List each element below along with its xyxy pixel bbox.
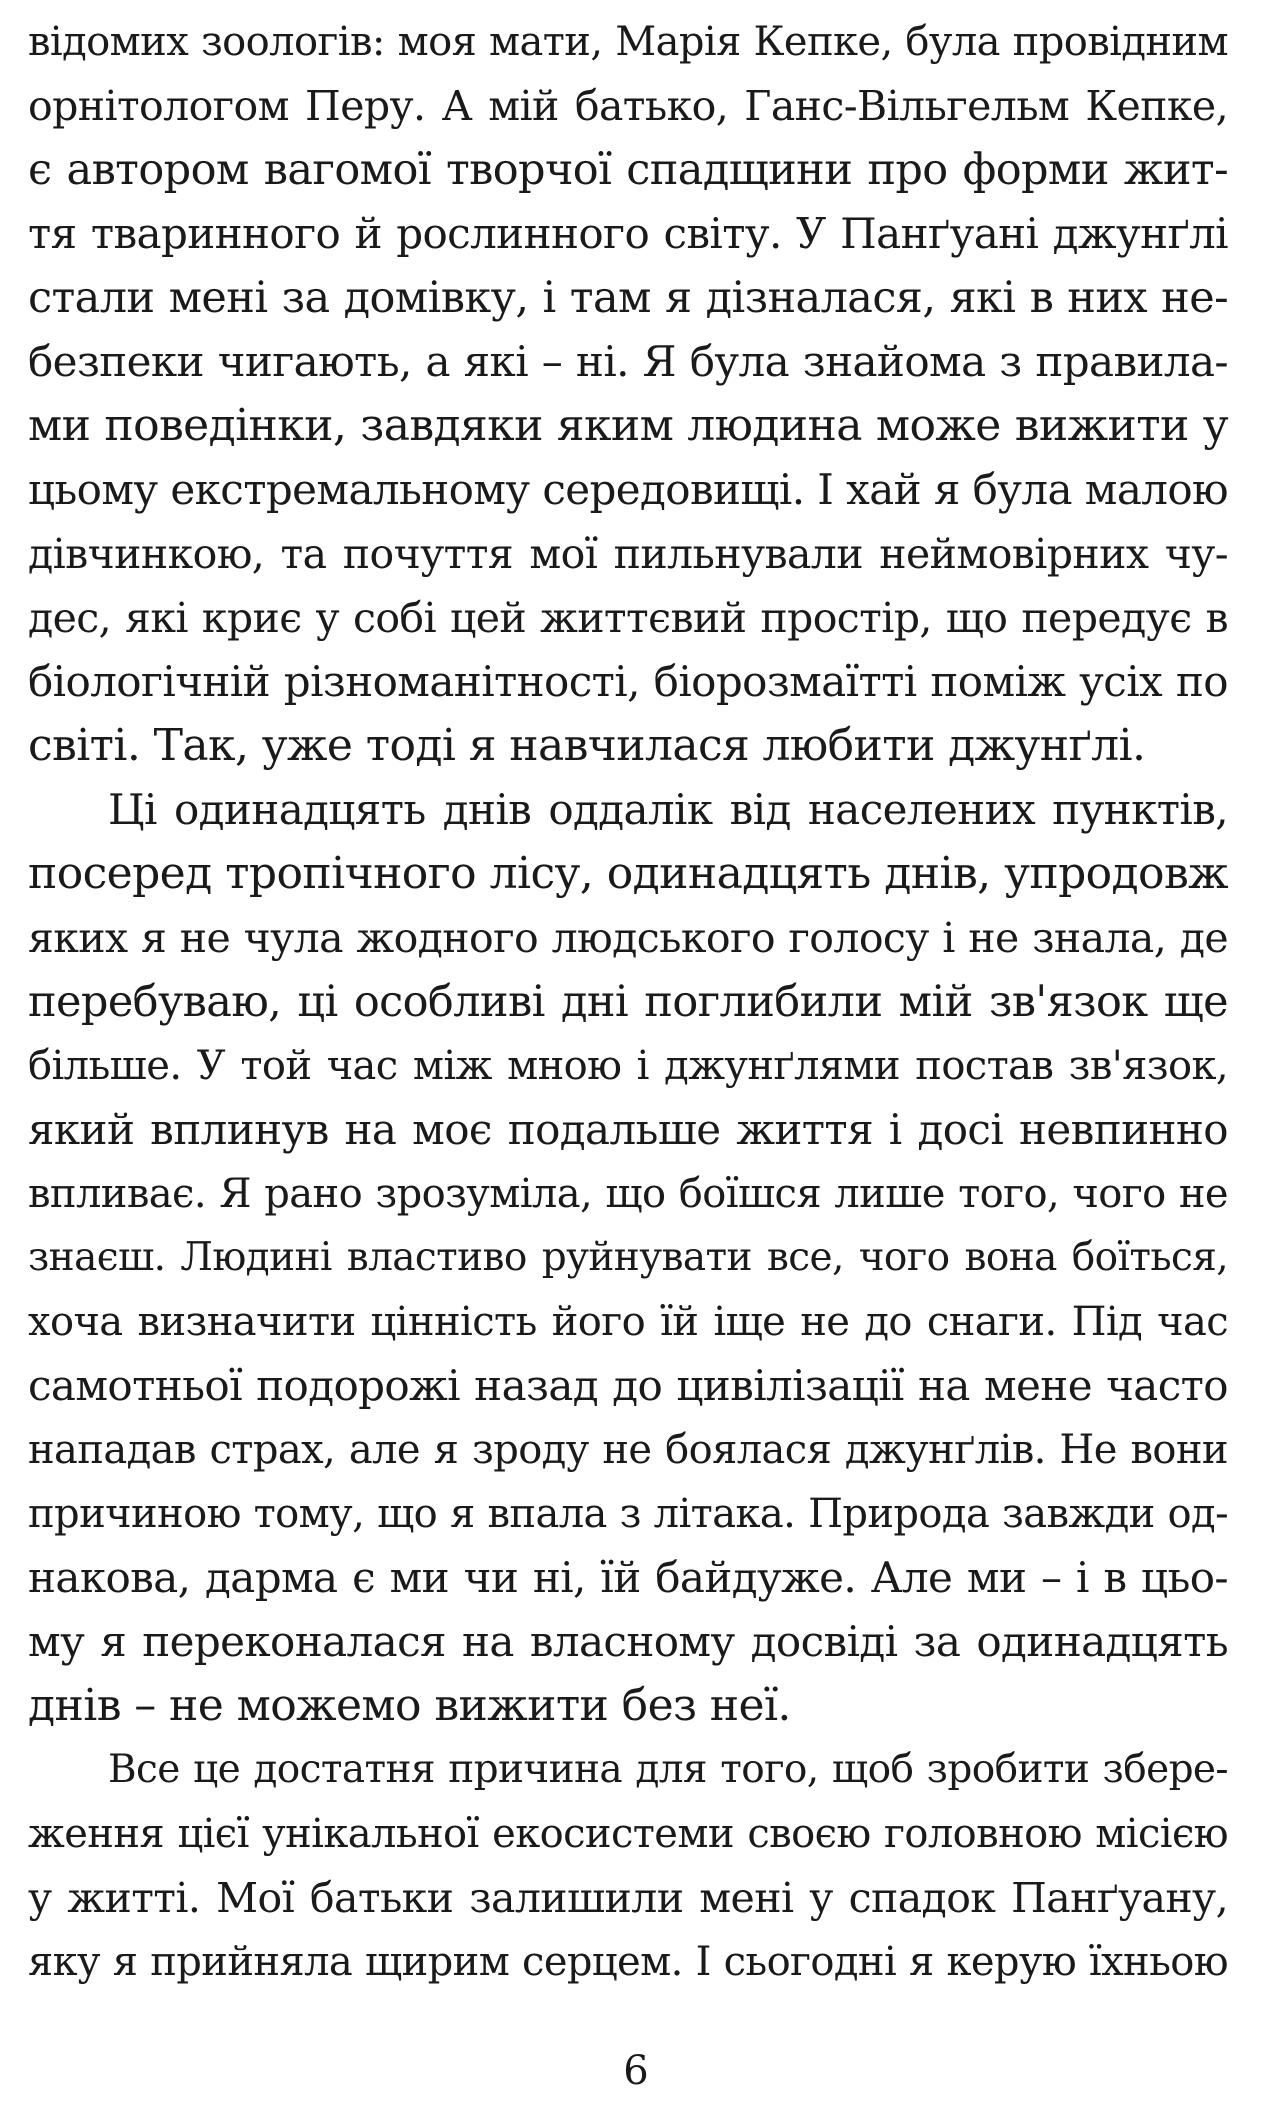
text-line: Все це достатня причина для того, щоб зробити збере- [108, 1747, 1228, 1792]
text-line: який вплинув на моє подальше життя і досі невпинно [28, 1105, 1228, 1154]
text-line: му я переконалася на власному досвіді за одинадцять [28, 1617, 1228, 1666]
text-line: хоча визначити цінність його їй іще не до снаги. Під час [28, 1299, 1228, 1345]
text-line: стали мені за домівку, і там я дізналася, які в них не- [28, 273, 1228, 323]
page-number: 6 [623, 2048, 649, 2094]
text-line: ження цієї унікальної екосистеми своєю головною місією [28, 1811, 1228, 1857]
text-line: яких я не чула жодного людського голосу і не знала, де [28, 914, 1228, 962]
body-text [28, 10, 1228, 1994]
text-line: більше. У той час між мною і джунґлями постав зв'язок, [28, 1043, 1228, 1089]
text-line: яку я прийняла щирим серцем. І сьогодні я керую їхньою [28, 1939, 1228, 1985]
text-line: накова, дарма є ми чи ні, їй байдуже. Але ми – і в цьо- [28, 1553, 1228, 1602]
text-line: Ці одинадцять днів оддалік від населених пунктів, [108, 785, 1228, 834]
text-line: дес, які криє у собі цей життєвий простір, що передує в [28, 594, 1228, 642]
text-line: нападав страх, але я зроду не боялася джунґлів. Не вони [28, 1427, 1228, 1473]
text-line: тя тваринного й рослинного світу. У Панґуані джунґлі [28, 209, 1228, 258]
text-line: орнітологом Перу. А мій батько, Ганс-Вільгельм Кепке, [28, 82, 1228, 130]
text-line: посеред тропічного лісу, одинадцять днів, упродовж [28, 848, 1228, 899]
text-line: є автором вагомої творчої спадщини про форми жит- [28, 145, 1228, 195]
text-line: ми поведінки, завдяки яким людина може вижити у [28, 400, 1228, 451]
text-line: біологічній різноманітності, біорозмаїтті поміж усіх по [28, 657, 1228, 706]
text-line: відомих зоологів: моя мати, Марія Кепке, була провідним [28, 19, 1228, 65]
text-line: дівчинкою, та почуття мої пильнували неймовірних чу- [28, 530, 1228, 578]
text-line: самотньої подорожі назад до цивілізації на мене часто [28, 1361, 1228, 1410]
text-line: у житті. Мої батьки залишили мені у спадок Панґуану, [28, 1874, 1228, 1922]
text-line: цьому екстремальному середовищі. І хай я була малою [28, 465, 1228, 514]
text-line: причиною тому, що я впала з літака. Природа завжди од- [28, 1491, 1228, 1537]
text-line: перебуваю, ці особливі дні поглибили мій зв'язок ще [28, 977, 1228, 1027]
text-line: знаєш. Людині властиво руйнувати все, чого вона боїться, [28, 1235, 1228, 1280]
text-line: днів – не можемо вижити без неї. [28, 1680, 791, 1731]
text-line: безпеки чигають, а які – ні. Я була знайома з правила- [28, 337, 1228, 386]
text-line: впливає. Я рано зрозуміла, що боїшся лише того, чого не [28, 1171, 1228, 1217]
text-line: світі. Так, уже тоді я навчилася любити джунґлі. [28, 720, 1146, 771]
